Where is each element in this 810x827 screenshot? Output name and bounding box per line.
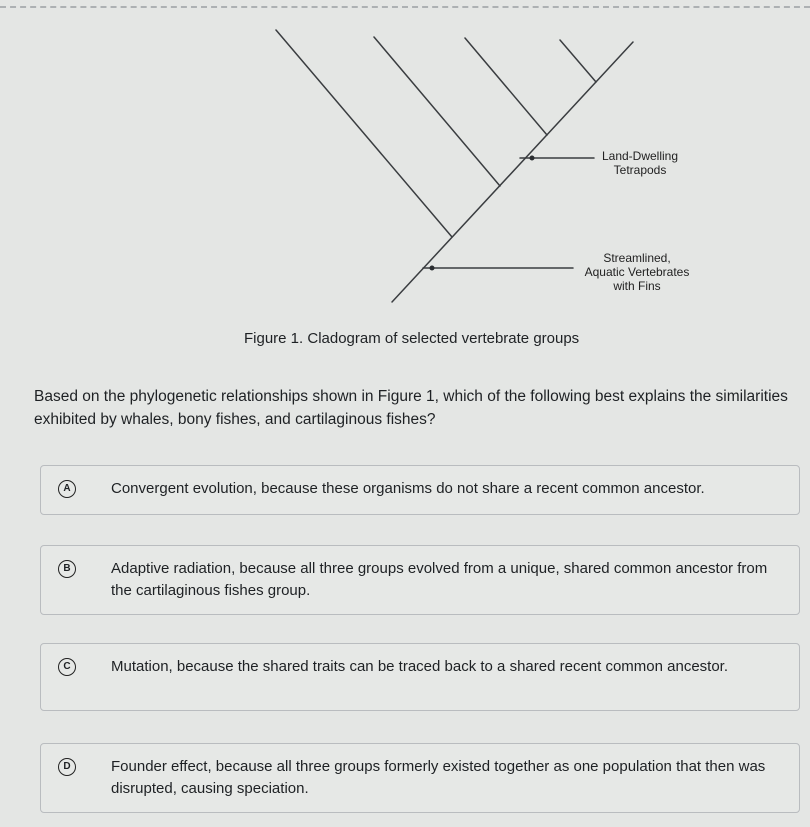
choice-letter-badge: D (58, 758, 76, 776)
choice-letter-badge: B (58, 560, 76, 578)
answer-choice-b[interactable] (40, 545, 800, 615)
cladogram-branch-4 (560, 40, 596, 82)
choice-letter-badge: C (58, 658, 76, 676)
choice-text: Convergent evolution, because these organisms do not share a recent common ancestor. (111, 480, 705, 497)
tetrapods-label-line1: Land-Dwelling (601, 149, 679, 163)
choice-letter-badge: A (58, 480, 76, 498)
figure-caption: Figure 1. Cladogram of selected vertebrate groups (244, 330, 580, 347)
cladogram-figure (0, 0, 810, 320)
answer-choice-d[interactable] (40, 743, 800, 813)
tetrapods-trait-node (530, 156, 535, 161)
choice-text: Founder effect, because all three groups formerly existed together as one population that then was disrupted, causing speciation. (111, 758, 766, 797)
question-stem: Based on the phylogenetic relationships shown in Figure 1, which of the following best explains the similarities exhibited by whales, bony fishes, and cartilaginous fishes? (34, 388, 788, 428)
aquatic-label-line2: Aquatic Vertebrates (584, 265, 690, 279)
cladogram-trunk (392, 42, 633, 302)
cladogram-branch-3 (465, 38, 547, 135)
aquatic-label-line1: Streamlined, (603, 251, 671, 265)
choice-text: Adaptive radiation, because all three groups evolved from a unique, shared common ancestor from the cartilaginous fishes group. (111, 560, 768, 599)
answer-choice-a[interactable] (40, 465, 800, 515)
answer-choice-c[interactable] (40, 643, 800, 711)
tetrapods-label-line2: Tetrapods (613, 163, 667, 177)
cladogram-branch-2 (374, 37, 500, 186)
aquatic-trait-node (430, 266, 435, 271)
choice-text: Mutation, because the shared traits can be traced back to a shared recent common ancestor. (111, 658, 729, 675)
cladogram-branch-1 (276, 30, 452, 237)
aquatic-label-line3: with Fins (613, 279, 661, 293)
